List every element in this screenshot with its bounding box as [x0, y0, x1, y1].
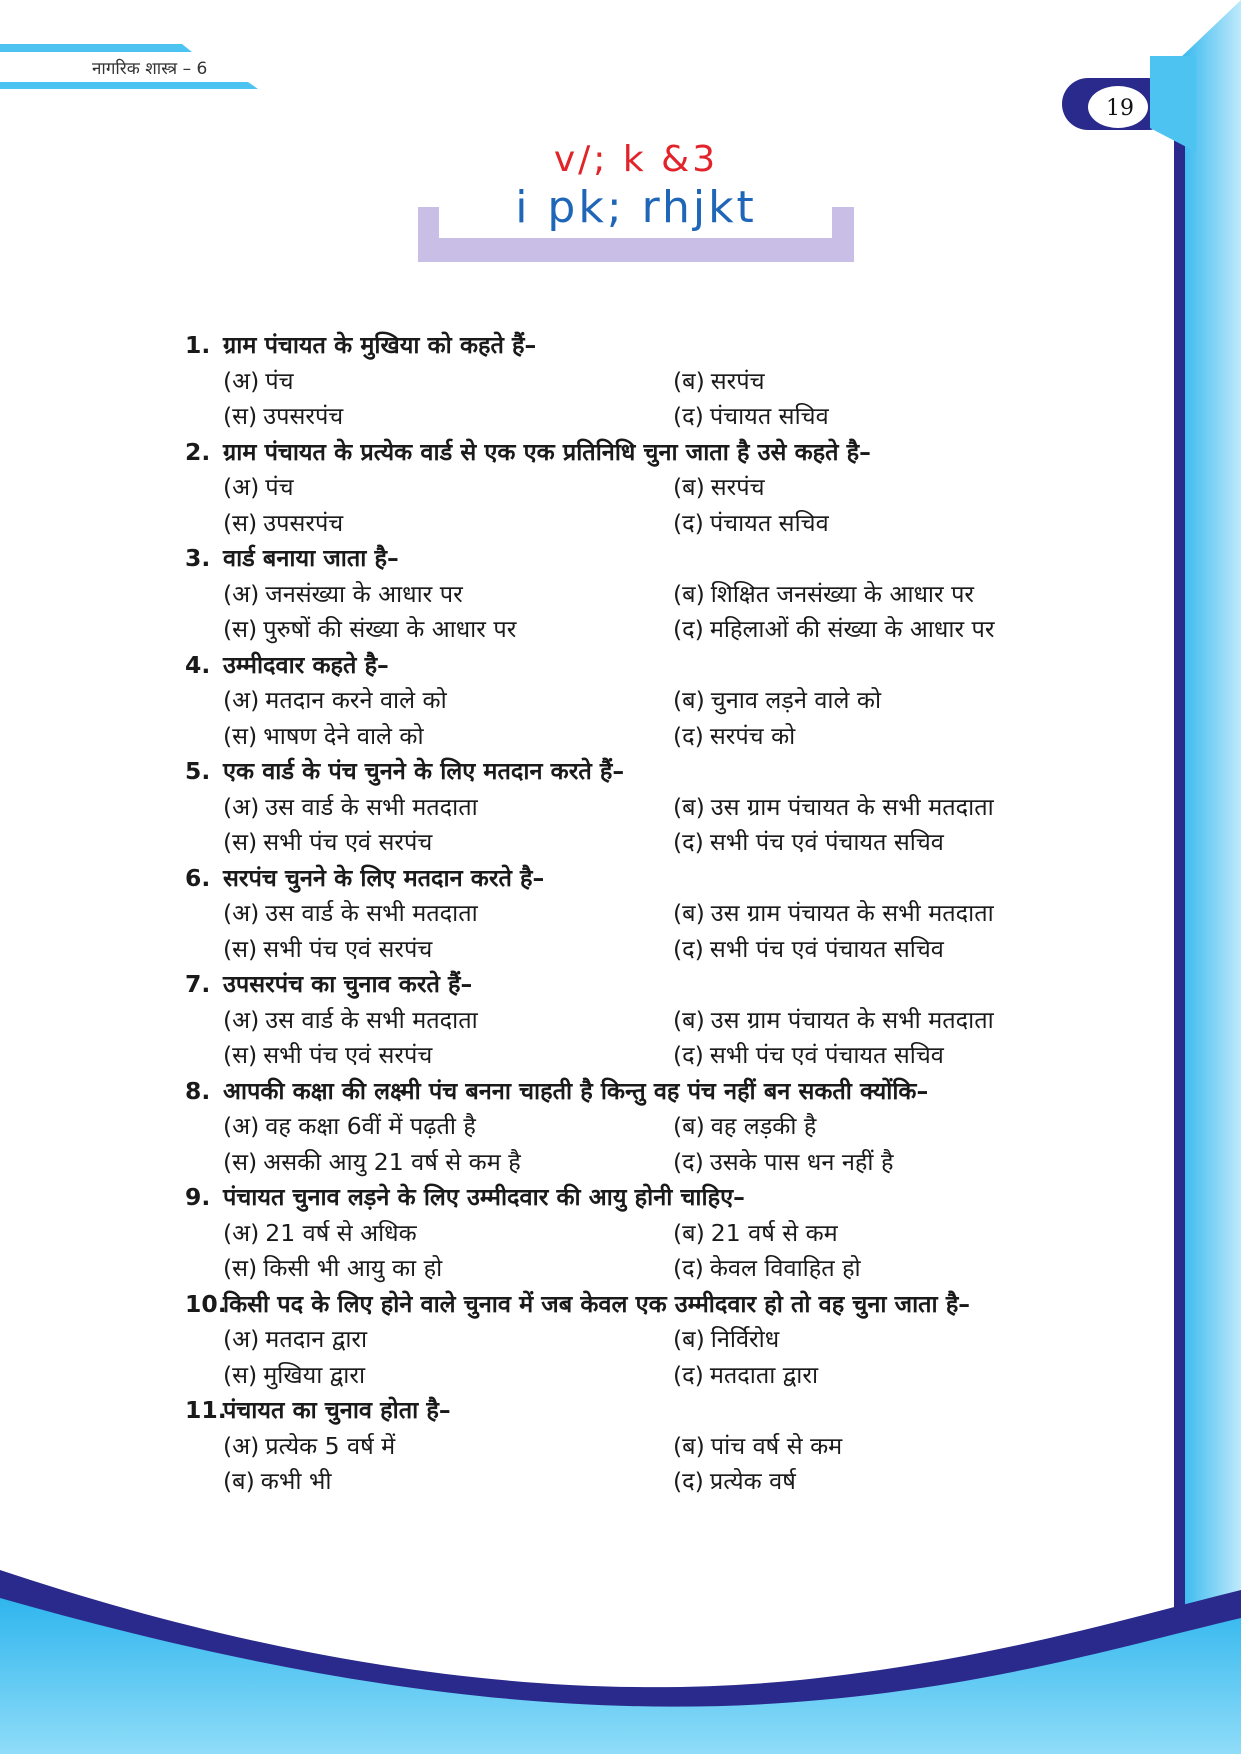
option-item [673, 470, 1123, 506]
option-item [673, 1109, 1123, 1145]
option-item [223, 1216, 673, 1252]
options-grid [223, 1003, 1125, 1074]
question-number: 5. [185, 757, 211, 785]
option-item [673, 683, 1123, 719]
question-number: 3. [185, 544, 211, 572]
option-text: किसी भी आयु का हो [263, 1254, 443, 1282]
option-text: निर्विरोध [710, 1325, 780, 1353]
option-item [673, 577, 1123, 613]
option-text: उस ग्राम पंचायत के सभी मतदाता [710, 792, 994, 821]
question-number: 4. [185, 650, 211, 679]
page-tab-flag [1150, 56, 1196, 152]
option-item [673, 1038, 1123, 1074]
bottom-wave-blue [0, 1598, 1241, 1754]
option-label: (द) [673, 721, 704, 750]
option-item [673, 1003, 1123, 1039]
option-item [223, 1145, 673, 1181]
options-grid [223, 470, 1125, 541]
option-text: वह कक्षा 6वीं में पढ़ती है [265, 1112, 476, 1140]
option-text: उस ग्राम पंचायत के सभी मतदाता [710, 899, 994, 927]
option-label: (ब) [673, 579, 705, 608]
question-text: एक वार्ड के पंच चुनने के लिए मतदान करते हैं– [223, 757, 625, 785]
option-label: (स) [223, 721, 258, 750]
question-text: पंचायत चुनाव लड़ने के लिए उम्मीदवार की आयु होनी चाहिए– [223, 1183, 745, 1211]
option-label: (अ) [223, 1431, 260, 1460]
option-label: (स) [223, 828, 258, 856]
option-item [223, 932, 673, 968]
option-text: मतदान द्वारा [265, 1325, 368, 1353]
option-item [673, 1429, 1123, 1465]
question-text: उपसरपंच का चुनाव करते हैं– [223, 970, 473, 998]
option-text: सरपंच [710, 366, 765, 395]
right-side-band [1178, 0, 1241, 1754]
option-item [223, 790, 673, 826]
option-label: (ब) [673, 899, 705, 927]
option-item [673, 364, 1123, 400]
option-label: (ब) [673, 473, 705, 501]
header-stroke-bottom [0, 82, 258, 89]
option-label: (स) [223, 1041, 258, 1069]
option-item [673, 506, 1123, 542]
option-item [673, 1251, 1123, 1287]
page-number: 19 [1106, 95, 1134, 121]
option-text: 21 वर्ष से कम [710, 1218, 838, 1247]
option-text: प्रत्येक वर्ष [709, 1467, 796, 1495]
option-item [673, 1322, 1123, 1358]
question-text: उम्मीदवार कहते है– [223, 650, 389, 679]
options-grid [223, 577, 1125, 648]
question-text: ग्राम पंचायत के प्रत्येक वार्ड से एक एक प्रतिनिधि चुना जाता है उसे कहते है– [223, 437, 871, 466]
options-grid [223, 683, 1125, 754]
options-grid [223, 896, 1125, 967]
option-label: (ब) [673, 686, 705, 714]
option-item [223, 1322, 673, 1358]
question-item [185, 754, 1125, 861]
question-number: 7. [185, 970, 211, 998]
option-text: असकी आयु 21 वर्ष से कम है [263, 1147, 521, 1176]
question-item [185, 861, 1125, 968]
option-text: 21 वर्ष से अधिक [265, 1218, 417, 1247]
option-label: (ब) [673, 366, 705, 395]
option-text: पंचायत सचिव [709, 508, 829, 537]
option-label: (द) [673, 1254, 704, 1282]
option-label: (स) [223, 1254, 258, 1282]
option-label: (द) [673, 1147, 704, 1176]
question-number: 8. [185, 1076, 211, 1105]
option-label: (अ) [223, 686, 260, 714]
question-text: ग्राम पंचायत के मुखिया को कहते हैं– [223, 331, 537, 359]
option-text: सभी पंच एवं पंचायत सचिव [709, 934, 944, 963]
option-text: उपसरपंच [263, 508, 344, 537]
option-item [223, 1038, 673, 1074]
option-label: (अ) [223, 579, 260, 608]
option-label: (ब) [673, 792, 705, 821]
option-label: (द) [673, 508, 704, 537]
option-item [223, 1429, 673, 1465]
question-list [185, 328, 1125, 1500]
option-label: (द) [673, 1360, 704, 1389]
question-number: 2. [185, 437, 211, 466]
option-text: उस वार्ड के सभी मतदाता [265, 1005, 478, 1034]
option-label: (स) [223, 1360, 258, 1389]
option-text: शिक्षित जनसंख्या के आधार पर [710, 579, 975, 608]
option-label: (अ) [223, 899, 260, 927]
right-navy-rule [1174, 58, 1185, 1618]
option-text: प्रत्येक 5 वर्ष में [265, 1431, 396, 1460]
options-grid [223, 1109, 1125, 1180]
question-number: 1. [185, 331, 211, 359]
option-item [673, 790, 1123, 826]
header-stroke-top [0, 44, 192, 52]
option-text: उस वार्ड के सभी मतदाता [265, 899, 478, 927]
option-label: (अ) [223, 1218, 260, 1247]
question-text: आपकी कक्षा की लक्ष्मी पंच बनना चाहती है किन्तु वह पंच नहीं बन सकती क्योंकि– [223, 1076, 929, 1105]
options-grid [223, 790, 1125, 861]
option-text: चुनाव लड़ने वाले को [710, 686, 882, 714]
option-item [673, 1358, 1123, 1394]
option-item [223, 1358, 673, 1394]
option-text: सभी पंच एवं सरपंच [263, 934, 433, 963]
option-item [673, 1216, 1123, 1252]
option-label: (ब) [673, 1325, 705, 1353]
option-text: वह लड़की है [710, 1112, 817, 1140]
option-item [223, 577, 673, 613]
option-item [223, 399, 673, 435]
option-label: (अ) [223, 1325, 260, 1353]
question-item [185, 1074, 1125, 1181]
question-item [185, 1287, 1125, 1394]
option-label: (स) [223, 1147, 258, 1176]
option-label: (द) [673, 615, 704, 643]
option-item [673, 612, 1123, 648]
option-label: (अ) [223, 792, 260, 821]
option-item [223, 1464, 673, 1500]
chapter-title: i pk; rhjkt [515, 182, 757, 233]
option-item [223, 1109, 673, 1145]
option-label: (स) [223, 402, 258, 430]
option-item [673, 1464, 1123, 1500]
option-text: केवल विवाहित हो [709, 1254, 861, 1282]
question-number: 11. [185, 1396, 227, 1424]
option-text: कभी भी [260, 1467, 332, 1495]
options-grid [223, 1322, 1125, 1393]
option-label: (अ) [223, 473, 260, 501]
question-item [185, 967, 1125, 1074]
options-grid [223, 364, 1125, 435]
option-text: सभी पंच एवं सरपंच [263, 1041, 433, 1069]
option-label: (द) [673, 828, 704, 856]
option-item [673, 719, 1123, 755]
option-label: (द) [673, 934, 704, 963]
option-text: पंच [265, 473, 294, 501]
option-text: उस ग्राम पंचायत के सभी मतदाता [710, 1005, 994, 1034]
options-grid [223, 1216, 1125, 1287]
option-item [223, 364, 673, 400]
option-label: (द) [673, 1041, 704, 1069]
chapter-heading [418, 138, 854, 234]
option-text: सभी पंच एवं पंचायत सचिव [709, 828, 944, 856]
option-text: महिलाओं की संख्या के आधार पर [709, 615, 995, 643]
option-item [223, 506, 673, 542]
option-item [673, 1145, 1123, 1181]
option-item [223, 719, 673, 755]
option-label: (स) [223, 508, 258, 537]
option-item [223, 1003, 673, 1039]
option-label: (अ) [223, 366, 260, 395]
question-item [185, 435, 1125, 542]
option-text: पांच वर्ष से कम [710, 1431, 843, 1460]
option-text: उस वार्ड के सभी मतदाता [265, 792, 478, 821]
option-item [673, 896, 1123, 932]
option-label: (ब) [673, 1005, 705, 1034]
question-item [185, 648, 1125, 755]
option-text: पंचायत सचिव [709, 402, 829, 430]
chapter-number: v/; k &3 [553, 139, 719, 180]
option-label: (द) [673, 402, 704, 430]
option-item [673, 825, 1123, 861]
question-text: वार्ड बनाया जाता है– [223, 544, 399, 572]
option-text: मतदाता द्वारा [709, 1360, 819, 1389]
option-text: उसके पास धन नहीं है [709, 1147, 894, 1176]
option-text: उपसरपंच [263, 402, 344, 430]
question-number: 10. [185, 1289, 227, 1318]
option-label: (ब) [673, 1218, 705, 1247]
option-item [223, 683, 673, 719]
option-text: मतदान करने वाले को [265, 686, 447, 714]
option-text: भाषण देने वाले को [263, 721, 424, 750]
option-label: (स) [223, 615, 258, 643]
question-text: सरपंच चुनने के लिए मतदान करते है– [223, 863, 545, 892]
option-text: सरपंच को [709, 721, 796, 750]
option-label: (ब) [673, 1431, 705, 1460]
question-item [185, 541, 1125, 648]
option-item [673, 932, 1123, 968]
option-text: जनसंख्या के आधार पर [265, 579, 463, 608]
question-item [185, 1393, 1125, 1500]
option-text: सरपंच [710, 473, 765, 501]
question-text: किसी पद के लिए होने वाले चुनाव में जब केवल एक उम्मीदवार हो तो वह चुना जाता है– [223, 1289, 971, 1318]
option-label: (ब) [223, 1467, 255, 1495]
option-item [223, 896, 673, 932]
header-subject: नागरिक शास्त्र – 6 [92, 59, 208, 79]
option-label: (अ) [223, 1005, 260, 1034]
option-item [673, 399, 1123, 435]
option-item [223, 612, 673, 648]
option-label: (स) [223, 934, 258, 963]
option-label: (द) [673, 1467, 704, 1495]
question-item [185, 1180, 1125, 1287]
option-label: (अ) [223, 1112, 260, 1140]
option-text: मुखिया द्वारा [263, 1360, 366, 1389]
option-text: पंच [265, 366, 294, 395]
option-item [223, 1251, 673, 1287]
option-item [223, 470, 673, 506]
option-text: पुरुषों की संख्या के आधार पर [263, 615, 517, 643]
option-text: सभी पंच एवं पंचायत सचिव [709, 1041, 944, 1069]
question-item [185, 328, 1125, 435]
option-item [223, 825, 673, 861]
question-number: 9. [185, 1183, 211, 1211]
question-text: पंचायत का चुनाव होता है– [223, 1396, 451, 1424]
option-text: सभी पंच एवं सरपंच [263, 828, 433, 856]
options-grid [223, 1429, 1125, 1500]
option-label: (ब) [673, 1112, 705, 1140]
question-number: 6. [185, 863, 211, 892]
